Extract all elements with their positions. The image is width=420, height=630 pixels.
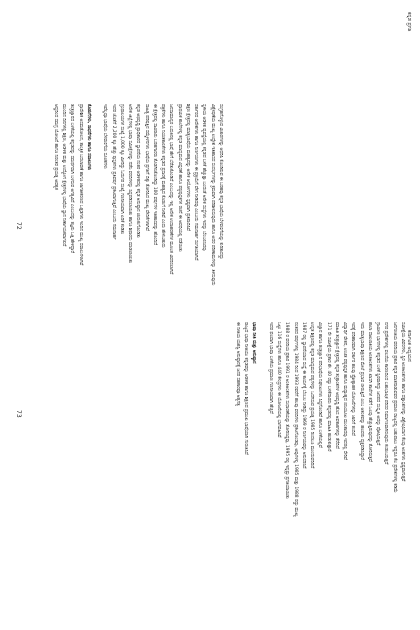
body-line: ಇದಕ್ಕೆ ಪರಿಹಾರವಾಗಿ ಸರ್ಕಾರ ಹಲವು ಪ್ರೋತ್ಸಾಹಕ ಯೋಜನೆಗಳನ್ನು ಜಾರಿಗೆ ತಂದಿದೆ bbox=[350, 322, 356, 436]
body-line: ಸಮೀಕ್ಷೆಯ ವಿವರಗಳು, ಸ್ಥಿರ ಅಂಕಿಅಂಶಗಳು ಹಾಗೂ ದತ್ತಾಂಶಗಳನ್ನು ವಿಶ್ಲೇಷಿಸಿದಾಗ ಕೆಲವು ಅಂಶಗಳು ಸ್ಪಷ್ಟವಾಗುತ್ತವೆ bbox=[400, 322, 405, 482]
body-line: 1988 ರ ವರದಿಯ ಪ್ರಕಾರ 1991 ರ ಅಂಕಿಅಂಶಗಳು ಸುಧಾರಣೆಯನ್ನು ತೋರಿಸಿದ್ದವು, 1995 ರಲ್ಲಿ ಇನ್ನಷ್ಟು ಪ್ರಗತಿಯಾಯಿತು bbox=[284, 322, 290, 499]
running-head-left: ಕನ್ನಡ ಪ್ರಗತಿ bbox=[406, 12, 412, 32]
body-line: ಸ್ಥಳೀಯ ಆಡಳಿತ ವ್ಯವಸ್ಥೆಯಲ್ಲಿ ಕನ್ನಡದ ಬಳಕೆ ಹೆಚ್ಚುತ್ತಾ ಬಂದಂತೆ ಅನೇಕ ಸಂಸ್ಥೆಗಳು ಇದನ್ನು ಬೆಂಬಲಿಸಿದವು bbox=[201, 104, 207, 251]
body-line: ಇವೆಲ್ಲವೂ ಭಾಷೆಯ ಬೆಳವಣಿಗೆಯ ಸೂಚಕಗಳು bbox=[102, 104, 108, 169]
body-line: ಮಾಹಿತಿ ತಂತ್ರಜ್ಞಾನ ಕ್ಷೇತ್ರದಲ್ಲಿ ಕನ್ನಡ ತಂತ್ರಾಂಶಗಳ ಅಭಿವೃದ್ಧಿ ಹೊಸ ಅವಕಾಶಗಳನ್ನು ತೆರೆದಿದೆ bbox=[334, 322, 339, 449]
body-line: ವಿದ್ಯಾರ್ಥಿ ವೇತನ, ಉಚಿತ ಪಠ್ಯಪುಸ್ತಕ ಹಾಗೂ ಮಧ್ಯಾಹ್ನದ ಬಿಸಿಯೂಟ ಮುಂತಾದವು ಇದರಲ್ಲಿ ಸೇರಿವೆ bbox=[342, 322, 348, 460]
body-line: ಒಟ್ಟು 116 ಸಂಸ್ಥೆಗಳು ಹಾಗೂ 440 ಕೇಂದ್ರಗಳು ಈ ಯೋಜನೆಯಲ್ಲಿ ಭಾಗವಹಿಸಿವೆ bbox=[276, 322, 282, 438]
body-line: ವಿಜ್ಞಾನ ಹಾಗೂ ತಂತ್ರಜ್ಞಾನ ಪರಿಭಾಷೆಯ ನಿಘಂಟುಗಳು ಸಿದ್ಧಗೊಂಡಿವೆ ಹಾಗೂ ಬಳಕೆಯಲ್ಲಿವೆ bbox=[317, 322, 323, 448]
body-line: ಸರ್ಕಾರದ ಆದೇಶಗಳು ಹಾಗೂ ನಿರ್ಣಯಗಳು ಈ ಪ್ರಕ್ರಿಯೆಗೆ ವೇಗ ನೀಡಿದವು ಎಂಬುದು ಗಮನಾರ್ಹ ಸಂಗತಿಯಾಗಿದೆ bbox=[193, 104, 199, 261]
body-line: ಈ ಕ್ಷೇತ್ರದಲ್ಲಿ ಸಾವಿರಾರು ಬರಹಗಾರರು ತೊಡಗಿಸಿಕೊಂಡಿದ್ದು 100 ವರ್ಷಗಳ ಇತಿಹಾಸವನ್ನು ಹೊಂದಿದೆ bbox=[152, 104, 157, 246]
body-line: ಪ್ರಾಥಮಿಕ ಶಾಲೆಗಳಲ್ಲಿ ಕನ್ನಡ ಮಾಧ್ಯಮದ ವಿಸ್ತರಣೆ ಹಾಗೂ ಪಠ್ಯಪುಸ್ತಕಗಳ ರಚನೆ ಈ ಅವಧಿಯಲ್ಲಿ ನಡೆಯಿತು bbox=[176, 104, 182, 252]
body-line: 1987 ರಲ್ಲಿ ಸ್ಥಾಪನೆಯಾದ ಸಂಸ್ಥೆ ಈ ಕಾರ್ಯಕ್ಕೆ ಬೆಂಬಲ ನೀಡಿದ್ದು 1969 ರ ನಿರ್ಣಯವನ್ನು ಅನುಸರಿಸಿದೆ bbox=[301, 322, 306, 469]
page-number-left: 72 bbox=[15, 222, 22, 230]
body-line: ನಗರ ಪ್ರದೇಶಗಳಲ್ಲಿ ವಲಸೆಯ ಕಾರಣದಿಂದ ಬಹುಭಾಷಿಕ ಪರಿಸರ ನಿರ್ಮಾಣವಾಗಿರುವುದು ಕಂಡುಬರುತ್ತದೆ bbox=[383, 322, 389, 465]
body-line: ಅನೇಕ ಜಿಲ್ಲೆಗಳಲ್ಲಿ ಭಾಷಾ ಸಮೀಕ್ಷೆಗಳನ್ನು ನಡೆಸಿ ವರದಿಗಳನ್ನು ಸಿದ್ಧಪಡಿಸಲಾಯಿತು ಹಾಗೂ ಶಿಫಾರಸು ಮಾಡಲಾಯಿತು bbox=[127, 104, 133, 264]
body-line: ಮುಂದಿನ ದಿನಗಳಲ್ಲಿ ಶಿಕ್ಷಣ, ಆಡಳಿತ ಮತ್ತು ಉದ್ಯೋಗ ಕ್ಷೇತ್ರಗಳಲ್ಲಿ ಭಾಷೆಯ ಸ್ಥಾನ ನಿರ್ಣಾಯಕವಾಗಲಿದೆ bbox=[61, 104, 67, 247]
body-line: ಗ್ರಾಮೀಣ ಭಾಗಗಳಲ್ಲಿ ಕನ್ನಡದ ಬಳಕೆ ಸ್ಥಿರವಾಗಿದ್ದು ಜನಪದ ಸಂಸ್ಕೃತಿ ಅದನ್ನು ಪೋಷಿಸುತ್ತಿದೆ bbox=[375, 322, 381, 446]
body-line: ಉನ್ನತ ಶಿಕ್ಷಣದಲ್ಲಿ ಕನ್ನಡ ಮಾಧ್ಯಮದ ಪಠ್ಯಗಳನ್ನು ಒದಗಿಸುವ ಪ್ರಯತ್ನ 1985 ರಿಂದಲೂ ಮುಂದುವರಿದಿದೆ bbox=[309, 322, 315, 469]
body-line: ಶಿಕ್ಷಣ ಕ್ಷೇತ್ರದಲ್ಲಿ ಮಾತೃಭಾಷೆಯ ಮಹತ್ವವನ್ನು ಅನೇಕ ಆಯೋಗಗಳು ಸ್ಪಷ್ಟವಾಗಿ ಪ್ರತಿಪಾದಿಸಿವೆ bbox=[185, 104, 190, 231]
body-line: ಜನಗಣತಿಯ ವರದಿಯ ಪ್ರಕಾರ ಕನ್ನಡ ಮಾತನಾಡುವವರ ಪ್ರಮಾಣ ರಾಜ್ಯದಲ್ಲಿ ಬಹುಪಾಲು ಇದ್ದರೂ ಕೆಲ ಪ್ರದೇಶಗಳಲ್ಲಿ ಕಡಿಮೆ bbox=[391, 322, 397, 493]
section-heading: ಭಾಷಾ ನೀತಿ ಮತ್ತು ಅನುಷ್ಠಾನ bbox=[251, 322, 257, 364]
body-line: ಇದರ ಜೊತೆಗೆ 2,200 ಕ್ಕೂ ಹೆಚ್ಚು ಪುಸ್ತಕಗಳು ಪ್ರತಿವರ್ಷ ಪ್ರಕಟವಾಗುತ್ತಿವೆ ಎಂಬುದು ಗಮನಾರ್ಹ bbox=[110, 104, 116, 240]
page-number-right: 73 bbox=[15, 410, 22, 418]
body-line: ಸಾಹಿತ್ಯ ಪರಿಷತ್ತಿನ ಸಮ್ಮೇಳನಗಳು ಭಾಷೆಯ ಪ್ರಗತಿಗೆ ದಿಕ್ಕು ತೋರಿಸಿದ ಮುಖ್ಯ ವೇದಿಕೆಗಳಾಗಿವೆ bbox=[143, 104, 149, 231]
section-heading: ಕೊಡುಗೆಗಳು, ಸಾಧನೆಗಳು ಹಾಗೂ ಸವಾಲುಗಳು bbox=[86, 104, 91, 171]
body-line: ಪ್ರಾದೇಶಿಕ ಅಸಮತೋಲನ, ತಾಂತ್ರಿಕ ಬದಲಾವಣೆ ಹಾಗೂ ಜಾಗತೀಕರಣದ ಒತ್ತಡಗಳು ಇಂದಿನ ಮುಖ್ಯ ಸವಾಲುಗಳಾಗಿವೆ bbox=[77, 104, 83, 266]
body-line: ಶಾಲಾ ದಾಖಲಾತಿಯ ಅಂಕಿಅಂಶಗಳು ಖಾಸಗಿ ಶಾಲೆಗಳ ಕಡೆಗೆ ಒಲವು ಹೆಚ್ಚುತ್ತಿರುವುದನ್ನು ತೋರಿಸುತ್ತವೆ bbox=[367, 322, 372, 462]
body-line: ರಾಜ್ಯದ ಭಾಷಾ ನೀತಿಯು ಕನ್ನಡವನ್ನು ಆಡಳಿತ ಹಾಗೂ ಶಿಕ್ಷಣದ ಪ್ರಮುಖ ಭಾಷೆಯಾಗಿ ಗುರುತಿಸಿದೆ bbox=[243, 322, 249, 455]
left-page-body bbox=[51, 104, 224, 410]
body-line: ತಂತ್ರಜ್ಞಾನದ ಬಳಕೆಯಲ್ಲಿ ಕನ್ನಡವನ್ನು ಸಮರ್ಥವಾಗಿ ಬಳಸುವ ಅಗತ್ಯವಿದೆ ಎಂಬುದನ್ನು ತಜ್ಞರು ಒತ್ತಿ ಹೇಳಿದ್ದಾರೆ bbox=[69, 104, 75, 254]
right-page-body bbox=[233, 322, 406, 630]
body-line: ಗ್ರಂಥಾಲಯಗಳ ಸಂಖ್ಯೆ 1,000 ಕ್ಕೂ ಮೀರಿದ್ದು ಓದುಗರ ಸಂಖ್ಯೆ ಗಣನೀಯವಾಗಿ ಏರಿಕೆ ಕಂಡಿತು bbox=[119, 104, 124, 235]
body-line: ವಿಶ್ಲೇಷಣೆಯ ಮುಖ್ಯ ಉದ್ದೇಶ ಇತಿಹಾಸದ ಸಂದರ್ಭಗಳನ್ನು ಕ್ರಮವಾಗಿ ಪರಿಶೀಲಿಸುವುದು ಹಾಗೂ ಅದರ ಪರಿಣಾಮಗಳನ್ನು ತಿಳಿಸುವುದು bbox=[209, 104, 215, 286]
body-line: ಸಂಗ್ರಹಗೊಳ್ಳುವ ವಿಚಾರಗಳನ್ನು ಆಧರಿಸಿ ಕೊಂಡಿರುವ ಈ ಬರಹವು ಕನ್ನಡ ಭಾಷೆಯ ಬೆಳವಣಿಗೆಯನ್ನು ಕುರಿತಾದದ್ದು bbox=[218, 104, 223, 260]
body-line: 171 ನೇ ಸಮೀಕ್ಷೆಯ ಪ್ರಕಾರ ಶೇ. 40 ರಷ್ಟು ಬಳಕೆದಾರರು ಕನ್ನಡದಲ್ಲಿ ಮಾಹಿತಿ ಹುಡುಕುತ್ತಾರೆ bbox=[325, 322, 331, 452]
body-line: ಈ ನೀತಿಯ ಯಶಸ್ವಿ ಅನುಷ್ಠಾನಕ್ಕೆ ಜನರ ಸಹಕಾರವೂ ಅತ್ಯಗತ್ಯ bbox=[235, 322, 240, 406]
body-line: ಆದ್ದರಿಂದ ಸಮಗ್ರ ಯೋಜನೆ ಹಾಗೂ ನಿರಂತರ ಪ್ರಯತ್ನ ಅವಶ್ಯಕ bbox=[53, 104, 58, 190]
body-line: ನಂತರದ ವರ್ಷಗಳಲ್ಲಿ 1984 ರಿಂದ 1993 ರವರೆಗೆ ಹಲವು ವರದಿಗಳು ಪ್ರಕಟಗೊಂಡವು, ಅವುಗಳಲ್ಲಿ 1985 ಮತ್ತು 1988 ರದ್ದು ಮುಖ್ಯ bbox=[292, 322, 298, 517]
body-line: ಪತ್ರಿಕೆಗಳು ಹಾಗೂ ನಿಯತಕಾಲಿಕೆಗಳು ಕನ್ನಡದ ಪ್ರಸಾರಕ್ಕೆ ಮಹತ್ವದ ಕೊಡುಗೆ ನೀಡಿವೆ ಎಂದು ಹೇಳಬಹುದು bbox=[160, 104, 166, 248]
body-line: ಇದು ಮಾತೃಭಾಷಾ ಶಿಕ್ಷಣದ ಮೇಲೆ ಪ್ರಭಾವ ಬೀರುತ್ತಿದೆ ಎಂಬ ಆತಂಕವನ್ನು ಹಲವರು ವ್ಯಕ್ತಪಡಿಸಿದ್ದಾರೆ bbox=[358, 322, 364, 460]
body-line: ಇದರ ಫಲವಾಗಿ ಭಾಷಾ ಬಳಕೆಯ ಪ್ರಮಾಣ ಗಣನೀಯವಾಗಿ ಹೆಚ್ಚಿದೆ bbox=[268, 322, 273, 414]
running-head-right: ಕರ್ನಾಟಕ ಅಧ್ಯಯನ bbox=[406, 330, 412, 362]
body-line: ಜನಸಾಮಾನ್ಯರ ಬದುಕಿನಲ್ಲಿ ಭಾಷೆ ಹೇಗೆ ಬೆರೆತುಕೊಂಡಿದೆ ಎಂಬುದನ್ನು ಇಲ್ಲಿ ಅನೇಕ ಉದಾಹರಣೆಗಳ ಮೂಲಕ ವಿವರಿಸಲಾಗಿದೆ bbox=[168, 104, 174, 275]
body-line: ಕನ್ನಡ ಅಭಿವೃದ್ಧಿ ಪ್ರಾಧಿಕಾರದ ಸ್ಥಾಪನೆಯ ನಂತರ ಆಡಳಿತದಲ್ಲಿ ಕನ್ನಡ ಅನುಷ್ಠಾನ ಚುರುಕುಗೊಂಡಿತು bbox=[135, 104, 141, 238]
